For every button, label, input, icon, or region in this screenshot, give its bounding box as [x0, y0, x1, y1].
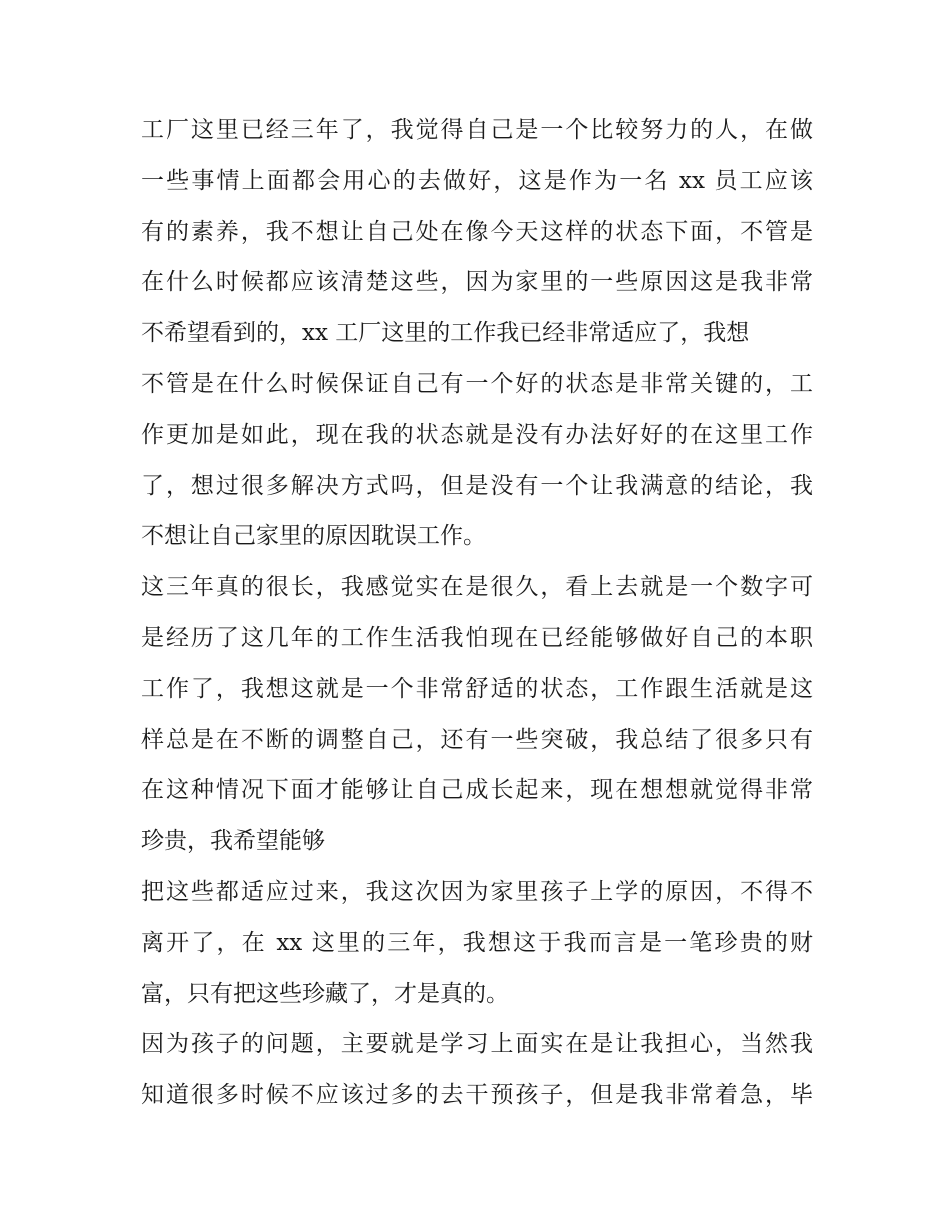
text-line: 把这些都适应过来，我这次因为家里孩子上学的原因，不得不: [141, 878, 813, 905]
text-line: 知道很多时候不应该过多的去干预孩子，但是我非常着急，毕: [141, 1082, 813, 1109]
text-line: 不管是在什么时候保证自己有一个好的状态是非常关键的，工: [141, 370, 813, 397]
text-line: 样总是在不断的调整自己，还有一些突破，我总结了很多只有: [141, 726, 813, 753]
text-line: 这三年真的很长，我感觉实在是很久，看上去就是一个数字可: [141, 574, 813, 601]
text-line: 珍贵，我希望能够: [141, 828, 325, 855]
text-line: 因为孩子的问题，主要就是学习上面实在是让我担心，当然我: [141, 1031, 813, 1058]
text-line: 有的素养，我不想让自己处在像今天这样的状态下面，不管是: [141, 218, 813, 245]
text-line: 在这种情况下面才能够让自己成长起来，现在想想就觉得非常: [141, 777, 813, 804]
text-line: 富，只有把这些珍藏了，才是真的。: [141, 980, 509, 1007]
text-line: 工厂这里已经三年了，我觉得自己是一个比较努力的人，在做: [141, 117, 813, 143]
text-line: 在什么时候都应该清楚这些，因为家里的一些原因这是我非常: [141, 269, 813, 296]
text-line: 一些事情上面都会用心的去做好，这是作为一名 xx 员工应该: [141, 167, 813, 194]
text-line: 作更加是如此，现在我的状态就是没有办法好好的在这里工作: [141, 421, 813, 448]
body-text: [141, 105, 813, 1121]
text-line: 了，想过很多解决方式吗，但是没有一个让我满意的结论，我: [141, 472, 813, 499]
text-line: 不希望看到的，xx 工厂这里的工作我已经非常适应了，我想: [141, 320, 750, 347]
text-line: 离开了，在 xx 这里的三年，我想这于我而言是一笔珍贵的财: [141, 929, 813, 956]
text-line: 工作了，我想这就是一个非常舒适的状态，工作跟生活就是这: [141, 675, 813, 702]
text-line: 不想让自己家里的原因耽误工作。: [141, 523, 486, 550]
text-line: 是经历了这几年的工作生活我怕现在已经能够做好自己的本职: [141, 624, 813, 651]
